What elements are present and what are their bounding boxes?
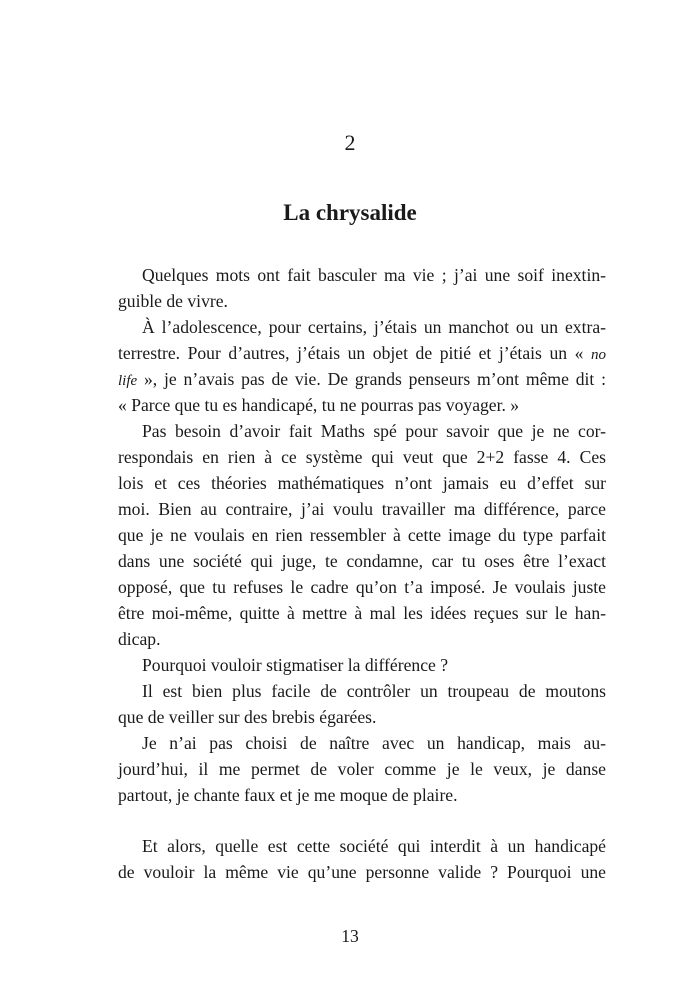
page-number: 13 — [341, 926, 359, 946]
text-segment: », je n’avais pas de vie. De grands penseurs m’ont même dit : — [137, 369, 606, 389]
text-line: guible de vivre. — [118, 291, 228, 311]
text-line: « Parce que tu es handicapé, tu ne pourras pas voyager. » — [118, 395, 520, 415]
text-line: Quelques mots ont fait basculer ma vie ; j’ai une soif inextin- — [142, 265, 606, 285]
chapter-title: La chrysalide — [283, 200, 417, 225]
text-line: de vouloir la même vie qu’une personne valide ? Pourquoi une — [118, 862, 606, 882]
chapter-number: 2 — [344, 130, 356, 155]
text-line: Il est bien plus facile de contrôler un troupeau de moutons — [142, 681, 606, 701]
text-line: que de veiller sur des brebis égarées. — [118, 707, 377, 727]
text-line: Pourquoi vouloir stigmatiser la différence ? — [142, 655, 449, 675]
text-line: À l’adolescence, pour certains, j’étais un manchot ou un extra- — [142, 317, 606, 337]
text-line: opposé, que tu refuses le cadre qu’on t’a imposé. Je voulais juste — [118, 577, 606, 597]
text-line: Et alors, quelle est cette société qui interdit à un handicapé — [142, 836, 606, 856]
text-line: Pas besoin d’avoir fait Maths spé pour savoir que je ne cor- — [142, 421, 606, 441]
text-line: dicap. — [118, 629, 161, 649]
text-line — [118, 366, 606, 392]
italic-text: life — [118, 373, 138, 389]
text-line: que je ne voulais en rien ressembler à cette image du type parfait — [118, 525, 606, 545]
text-line: dans une société qui juge, te condamne, car tu oses être l’exact — [118, 551, 606, 571]
text-line: partout, je chante faux et je me moque de plaire. — [118, 785, 458, 805]
text-line: Je n’ai pas choisi de naître avec un handicap, mais au- — [142, 733, 606, 753]
text-line: moi. Bien au contraire, j’ai voulu travailler ma différence, parce — [118, 499, 606, 519]
body-text — [118, 262, 606, 885]
italic-text: no — [591, 347, 606, 363]
text-line — [118, 340, 606, 366]
text-segment: terrestre. Pour d’autres, j’étais un objet de pitié et j’étais un « — [118, 343, 591, 363]
text-line: lois et ces théories mathématiques n’ont jamais eu d’effet sur — [118, 473, 606, 493]
text-line: respondais en rien à ce système qui veut que 2+2 fasse 4. Ces — [118, 447, 606, 467]
text-line: jourd’hui, il me permet de voler comme je le veux, je danse — [118, 759, 606, 779]
section-gap — [118, 808, 606, 833]
text-line: être moi-même, quitte à mettre à mal les idées reçues sur le han- — [118, 603, 606, 623]
